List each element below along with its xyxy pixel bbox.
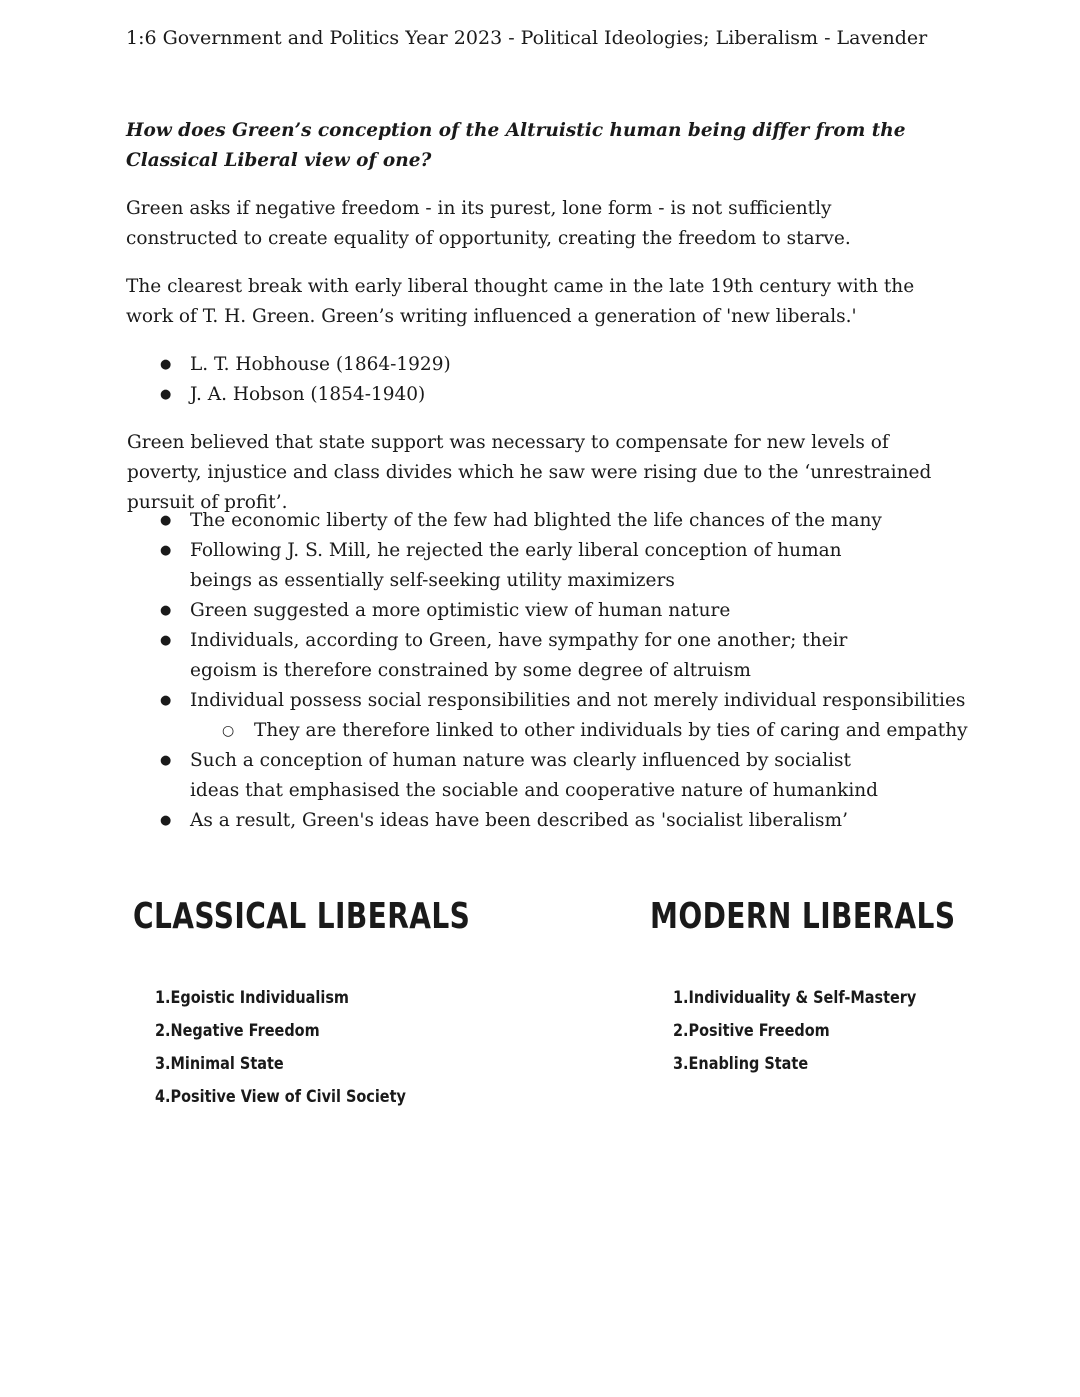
list-item: 4.Positive View of Civil Society <box>155 1087 406 1107</box>
list-item: ● L. T. Hobhouse (1864-1929) <box>126 350 926 380</box>
list-item: 1.Egoistic Individualism <box>155 988 349 1008</box>
paragraph: Green believed that state support was necessary to compensate for new levels of poverty, injustice and class divides which he saw were rising due to the ‘unrestrained pursuit of profit’. <box>127 432 932 513</box>
list-item: ● Following J. S. Mill, he rejected the early liberal conception of human beings as essentially self-seeking utility maximizers <box>126 536 886 596</box>
list-item: ● Such a conception of human nature was clearly influenced by socialist ideas that emphasised the sociable and cooperative nature of humankind <box>126 746 886 806</box>
list-item: 2.Positive Freedom <box>673 1021 830 1041</box>
points-list <box>126 506 968 836</box>
paragraph: Green asks if negative freedom - in its purest, lone form - is not sufficiently constructed to create equality of opportunity, creating the freedom to starve. <box>126 198 851 249</box>
list-item: ● The economic liberty of the few had blighted the life chances of the many <box>126 506 886 536</box>
new-liberals-list <box>126 350 926 410</box>
classical-liberals-title: CLASSICAL LIBERALS <box>133 896 471 937</box>
paragraph: The clearest break with early liberal thought came in the late 19th century with the work of T. H. Green. Green’s writing influenced a generation of 'new liberals.' <box>126 276 915 327</box>
list-item: ● Individual possess social responsibilities and not merely individual responsibilities <box>126 686 886 716</box>
list-item: 2.Negative Freedom <box>155 1021 320 1041</box>
list-item: 3.Enabling State <box>673 1054 809 1074</box>
list-item: 3.Minimal State <box>155 1054 284 1074</box>
sub-list-item: ○ They are therefore linked to other individuals by ties of caring and empathy <box>126 716 886 746</box>
modern-liberals-title: MODERN LIBERALS <box>650 896 956 937</box>
list-item: ● Individuals, according to Green, have sympathy for one another; their egoism is therefore constrained by some degree of altruism <box>126 626 886 686</box>
list-item: 1.Individuality & Self-Mastery <box>673 988 917 1008</box>
list-item: ● J. A. Hobson (1854-1940) <box>126 380 926 410</box>
question-heading: How does Green’s conception of the Altruistic human being differ from the Classical Liberal view of one? <box>126 120 906 171</box>
list-item: ● Green suggested a more optimistic view of human nature <box>126 596 886 626</box>
document-header: 1:6 Government and Politics Year 2023 - Political Ideologies; Liberalism - Lavender <box>126 27 928 49</box>
classical-liberals-list <box>155 982 450 1114</box>
modern-liberals-list <box>673 982 959 1081</box>
list-item: ● As a result, Green's ideas have been described as 'socialist liberalism’ <box>126 806 886 836</box>
